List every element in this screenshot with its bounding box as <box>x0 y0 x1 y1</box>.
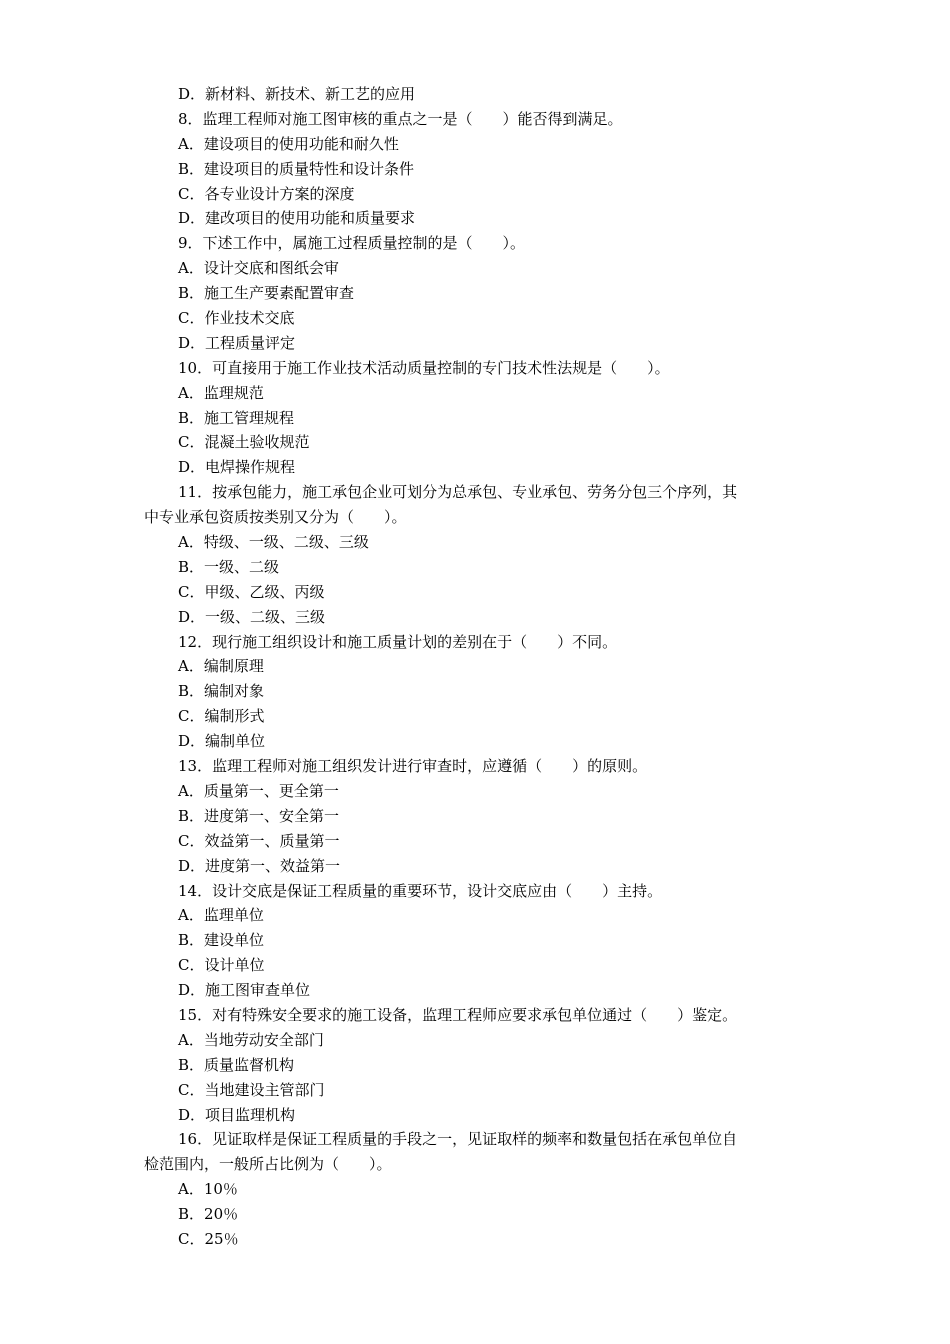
answer-option: C．甲级、乙级、丙级 <box>178 582 325 601</box>
question-text: 9．下述工作中，属施工过程质量控制的是（ ）。 <box>178 234 526 253</box>
answer-option: B．施工生产要素配置审查 <box>178 284 355 303</box>
answer-option: A．当地劳动安全部门 <box>178 1030 324 1049</box>
answer-option: B．编制对象 <box>178 682 265 701</box>
answer-option: A．建设项目的使用功能和耐久性 <box>178 134 399 153</box>
answer-option: B．施工管理规程 <box>178 408 295 427</box>
question-text-continuation: 检范围内，一般所占比例为（ ）。 <box>144 1155 392 1174</box>
question-text: 16．见证取样是保证工程质量的手段之一，见证取样的频率和数量包括在承包单位自 <box>178 1130 738 1149</box>
answer-option: D．编制单位 <box>178 732 266 751</box>
answer-option: C．设计单位 <box>178 956 265 975</box>
answer-option: D．新材料、新技术、新工艺的应用 <box>178 85 416 103</box>
answer-option: A．设计交底和图纸会审 <box>178 259 339 278</box>
answer-option: D．项目监理机构 <box>178 1105 296 1124</box>
answer-option: A．监理规范 <box>178 383 264 402</box>
answer-option: D．工程质量评定 <box>178 333 296 352</box>
answer-option: A．特级、一级、二级、三级 <box>178 533 369 552</box>
answer-option: C．作业技术交底 <box>178 309 295 328</box>
answer-option: C．当地建设主管部门 <box>178 1080 325 1099</box>
answer-option: D．进度第一、效益第一 <box>178 856 341 875</box>
answer-option: C．效益第一、质量第一 <box>178 831 340 850</box>
question-text: 12．现行施工组织设计和施工质量计划的差别在于（ ）不同。 <box>178 632 618 651</box>
answer-option: C．25％ <box>178 1229 239 1248</box>
answer-option: A．监理单位 <box>178 906 264 925</box>
answer-option: B．20％ <box>178 1205 239 1224</box>
answer-option: B．建设项目的质量特性和设计条件 <box>178 159 415 178</box>
question-text: 8．监理工程师对施工图审核的重点之一是（ ）能否得到满足。 <box>178 109 623 128</box>
question-text: 13．监理工程师对施工组织发计进行审查时，应遵循（ ）的原则。 <box>178 757 648 776</box>
answer-option: A．质量第一、更全第一 <box>178 781 339 800</box>
answer-option: A．编制原理 <box>178 657 264 676</box>
answer-option: B．质量监督机构 <box>178 1055 295 1074</box>
question-text-continuation: 中专业承包资质按类别又分为（ ）。 <box>144 508 407 527</box>
document-body <box>144 82 808 1252</box>
answer-option: C．混凝土验收规范 <box>178 433 310 452</box>
answer-option: B．进度第一、安全第一 <box>178 806 340 825</box>
question-text: 15．对有特殊安全要求的施工设备，监理工程师应要求承包单位通过（ ）鉴定。 <box>178 1005 738 1024</box>
answer-option: C．编制形式 <box>178 707 265 726</box>
answer-option: C．各专业设计方案的深度 <box>178 184 355 203</box>
answer-option: D．建改项目的使用功能和质量要求 <box>178 209 416 228</box>
answer-option: D．电焊操作规程 <box>178 458 296 477</box>
answer-option: D．一级、二级、三级 <box>178 607 326 626</box>
question-text: 14．设计交底是保证工程质量的重要环节，设计交底应由（ ）主持。 <box>178 881 663 900</box>
answer-option: A．10％ <box>178 1180 238 1199</box>
answer-option: B．一级、二级 <box>178 557 280 576</box>
question-text: 10．可直接用于施工作业技术活动质量控制的专门技术性法规是（ ）。 <box>178 358 670 377</box>
question-text: 11．按承包能力，施工承包企业可划分为总承包、专业承包、劳务分包三个序列，其 <box>178 483 738 502</box>
answer-option: D．施工图审查单位 <box>178 981 311 1000</box>
answer-option: B．建设单位 <box>178 931 265 950</box>
